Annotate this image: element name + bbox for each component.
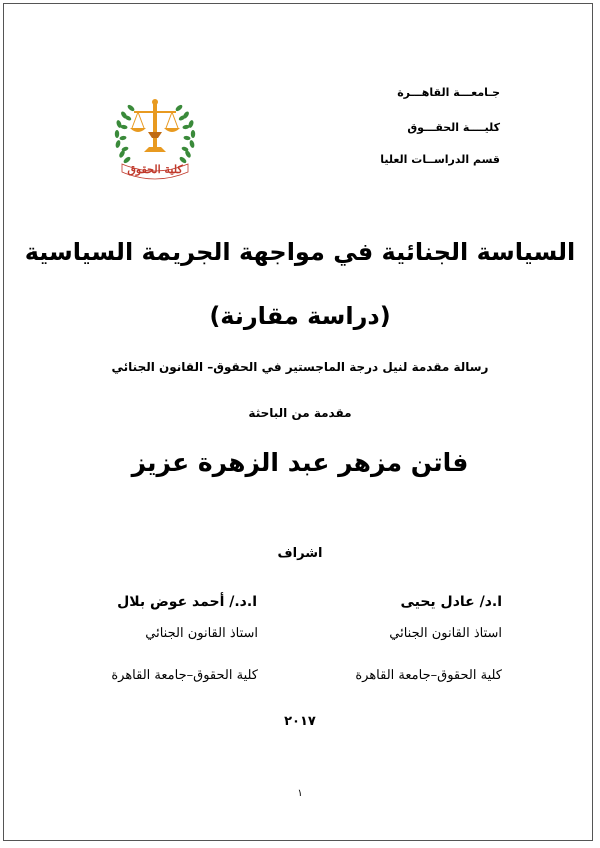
author-name: فاتن مزهر عبد الزهرة عزيز (131, 448, 469, 477)
university-name: جـامعـــة القاهـــرة (397, 86, 500, 99)
year: ٢٠١٧ (284, 714, 316, 729)
thesis-subtitle: (دراسة مقارنة) (209, 302, 391, 330)
supervisor-2-faculty: كلية الحقوق–جامعة القاهرة (111, 668, 258, 683)
faculty-logo (108, 92, 202, 186)
department-name: قسم الدراســات العليا (380, 153, 500, 166)
degree-statement: رسالة مقدمة لنيل درجة الماجستير في الحقوق– القانون الجنائي (111, 360, 489, 374)
page-number: ١ (297, 788, 303, 799)
supervisor-2-name: ا.د./ أحمد عوض بلال (117, 594, 257, 610)
faculty-name: كليــــة الحقـــوق (407, 121, 500, 134)
logo-text: كلية الحقوق (127, 163, 183, 176)
supervisor-2-title: استاذ القانون الجنائي (145, 626, 258, 641)
supervisor-1-title: استاذ القانون الجنائي (389, 626, 502, 641)
presented-by-label: مقدمة من الباحثة (248, 406, 352, 420)
supervisor-1-faculty: كلية الحقوق–جامعة القاهرة (355, 668, 502, 683)
thesis-title: السياسة الجنائية في مواجهة الجريمة السياسية (24, 238, 576, 266)
supervisor-1-name: ا.د/ عادل يحيى (400, 594, 502, 610)
supervision-label: اشراف (277, 546, 323, 561)
